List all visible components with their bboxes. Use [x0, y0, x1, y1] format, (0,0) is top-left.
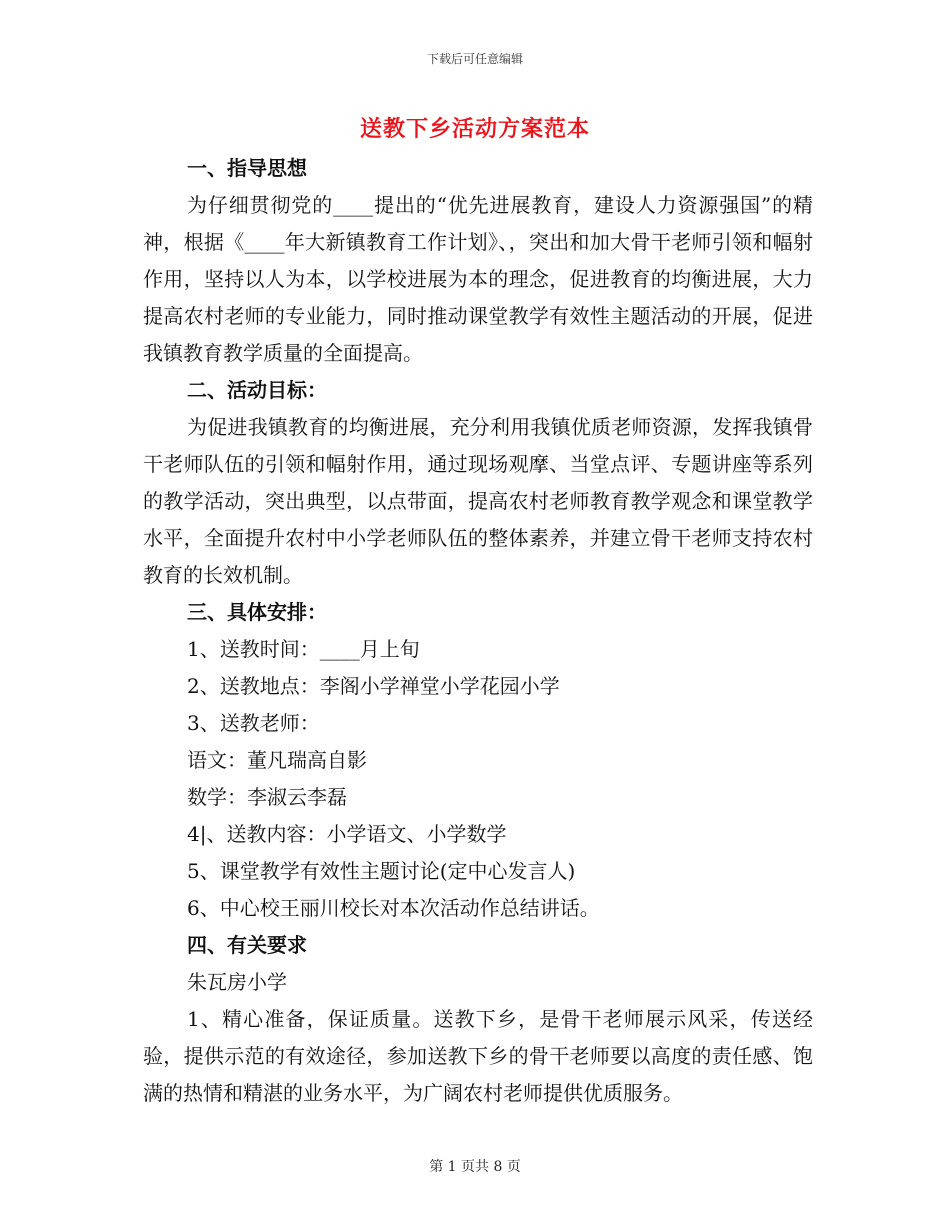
- document-body: [143, 150, 813, 1112]
- list-item: 4|、送教内容：小学语文、小学数学: [187, 822, 507, 846]
- page-header: 下载后可任意编辑: [426, 52, 523, 66]
- list-item: 3、送教老师：: [187, 711, 320, 735]
- list-item: 语文：董凡瑞高自影: [187, 748, 367, 772]
- list-item: 1、送教时间：____月上旬: [187, 637, 420, 661]
- page-footer: 第 1 页共 8 页: [429, 1159, 521, 1175]
- list-item: 6、中心校王丽川校长对本次活动作总结讲话。: [187, 896, 600, 920]
- list-item: 5、课堂教学有效性主题讨论(定中心发言人): [187, 859, 576, 883]
- paragraph-requirements: 1、精心准备，保证质量。送教下乡，是骨干老师展示风采，传送经验，提供示范的有效途径，参加送教下乡的骨干老师要以高度的责任感、饱满的热情和精湛的业务水平，为广阔农村老师提供优质服务。: [143, 1007, 813, 1105]
- document-title: 送教下乡活动方案范本: [359, 116, 590, 142]
- paragraph-guiding-thought: 为仔细贯彻党的____提出的“优先进展教育，建设人力资源强国”的精神，根据《____年大新镇教育工作计划》、，突出和加大骨干老师引领和幅射作用，坚持以人为本，以学校进展为本的理念，促进教育的均衡进展，大力提高农村老师的专业能力，同时推动课堂教学有效性主题活动的开展，促进我镇教育教学质量的全面提高。: [143, 193, 813, 365]
- section-heading-guiding-thought: 一、指导思想: [187, 156, 307, 180]
- section-heading-requirements: 四、有关要求: [187, 933, 307, 957]
- school-name-line: 朱瓦房小学: [187, 970, 287, 994]
- list-item: 数学：李淑云李磊: [187, 785, 347, 809]
- section-heading-arrangements: 三、具体安排：: [187, 600, 327, 624]
- list-item: 2、送教地点：李阁小学禅堂小学花园小学: [187, 674, 560, 698]
- section-heading-activity-goals: 二、活动目标：: [187, 378, 327, 402]
- paragraph-activity-goals: 为促进我镇教育的均衡进展，充分利用我镇优质老师资源，发挥我镇骨干老师队伍的引领和幅射作用，通过现场观摩、当堂点评、专题讲座等系列的教学活动，突出典型，以点带面，提高农村老师教育教学观念和课堂教学水平，全面提升农村中小学老师队伍的整体素养，并建立骨干老师支持农村教育的长效机制。: [143, 415, 813, 587]
